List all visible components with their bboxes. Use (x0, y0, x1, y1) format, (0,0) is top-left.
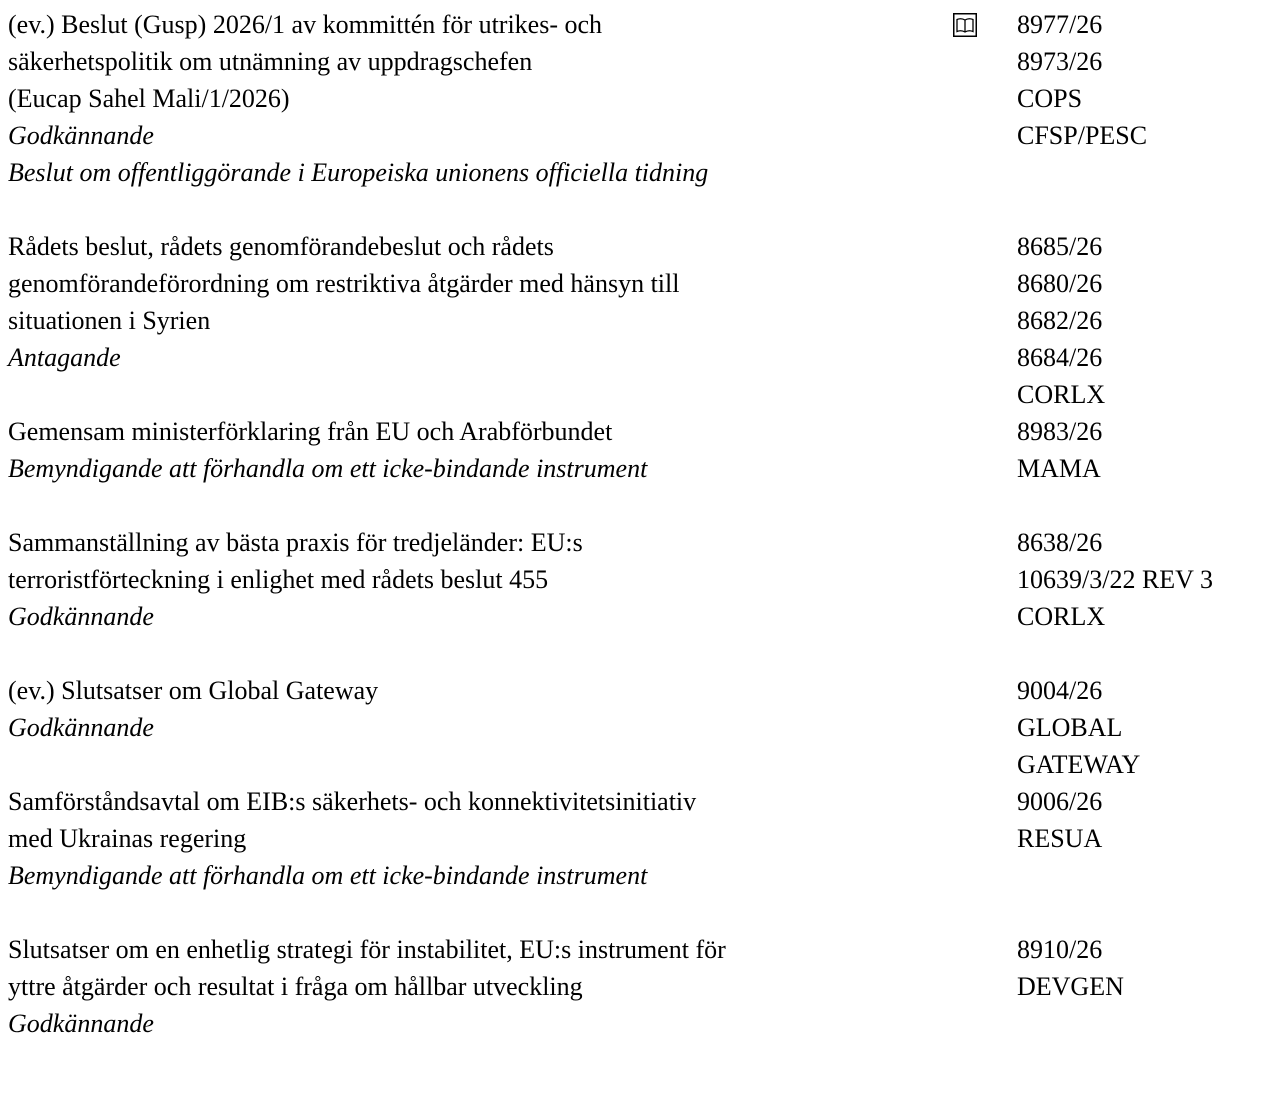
item-title-line: Sammanställning av bästa praxis för tredjeländer: EU:s (8, 528, 583, 557)
item-title-line: yttre åtgärder och resultat i fråga om hållbar utveckling (8, 972, 583, 1001)
agenda-item (8, 783, 1283, 894)
item-title-line: säkerhetspolitik om utnämning av uppdragschefen (8, 47, 533, 76)
agenda-item (8, 931, 1283, 1042)
agenda-item (8, 413, 1283, 487)
reference-code: 9004/26 (1017, 676, 1103, 705)
item-title-line: Rådets beslut, rådets genomförandebeslut och rådets (8, 232, 554, 261)
item-references (1017, 524, 1283, 635)
item-title-line: (ev.) Beslut (Gusp) 2026/1 av kommittén för utrikes- och (8, 10, 603, 39)
reference-code: CORLX (1017, 602, 1106, 631)
item-action-note: Antagande (8, 343, 121, 372)
reference-code: GLOBAL (1017, 713, 1123, 742)
item-action-note: Godkännande (8, 1009, 154, 1038)
reference-code: 8910/26 (1017, 935, 1103, 964)
reference-code: CFSP/PESC (1017, 121, 1148, 150)
item-references (1017, 672, 1283, 783)
reference-code: 8685/26 (1017, 232, 1103, 261)
reference-code: 9006/26 (1017, 787, 1103, 816)
reference-code: COPS (1017, 84, 1083, 113)
item-action-note: Godkännande (8, 713, 154, 742)
item-title-line: Samförståndsavtal om EIB:s säkerhets- och konnektivitetsinitiativ (8, 787, 697, 816)
item-title-line: Gemensam ministerförklaring från EU och Arabförbundet (8, 417, 613, 446)
item-title-line: (Eucap Sahel Mali/1/2026) (8, 84, 290, 113)
item-references (1017, 783, 1283, 857)
agenda-list (8, 6, 1283, 1079)
reference-code: GATEWAY (1017, 750, 1141, 779)
item-publication-note: Beslut om offentliggörande i Europeiska unionens officiella tidning (8, 158, 709, 187)
reference-code: 8983/26 (1017, 417, 1103, 446)
reference-code: DEVGEN (1017, 972, 1124, 1001)
item-text (8, 413, 888, 487)
agenda-item (8, 228, 1283, 409)
reference-code: 10639/3/22 REV 3 (1017, 565, 1213, 594)
item-title-line: terroristförteckning i enlighet med rådets beslut 455 (8, 565, 549, 594)
agenda-item (8, 672, 1283, 779)
reference-code: CORLX (1017, 380, 1106, 409)
item-text (8, 672, 888, 746)
reference-code: 8684/26 (1017, 343, 1103, 372)
reference-code: 8977/26 (1017, 10, 1103, 39)
item-references (1017, 6, 1283, 154)
item-action-note: Bemyndigande att förhandla om ett icke-bindande instrument (8, 861, 648, 890)
item-text (8, 931, 888, 1042)
item-title-line: genomförandeförordning om restriktiva åtgärder med hänsyn till (8, 269, 680, 298)
item-text (8, 6, 888, 191)
item-action-note: Godkännande (8, 121, 154, 150)
item-title-line: med Ukrainas regering (8, 824, 247, 853)
item-action-note: Bemyndigande att förhandla om ett icke-bindande instrument (8, 454, 648, 483)
item-references (1017, 931, 1283, 1005)
item-action-note: Godkännande (8, 602, 154, 631)
item-references (1017, 413, 1283, 487)
reference-code: 8973/26 (1017, 47, 1103, 76)
item-title-line: Slutsatser om en enhetlig strategi för instabilitet, EU:s instrument för (8, 935, 726, 964)
reference-code: MAMA (1017, 454, 1101, 483)
reference-code: 8680/26 (1017, 269, 1103, 298)
agenda-item (8, 524, 1283, 635)
item-text (8, 783, 888, 894)
item-text (8, 524, 888, 635)
book-icon[interactable] (953, 13, 977, 37)
item-references (1017, 228, 1283, 413)
item-title-line: situationen i Syrien (8, 306, 211, 335)
agenda-item (8, 6, 1283, 191)
reference-code: 8638/26 (1017, 528, 1103, 557)
reference-code: 8682/26 (1017, 306, 1103, 335)
item-text (8, 228, 888, 376)
item-title-line: (ev.) Slutsatser om Global Gateway (8, 676, 379, 705)
reference-code: RESUA (1017, 824, 1103, 853)
